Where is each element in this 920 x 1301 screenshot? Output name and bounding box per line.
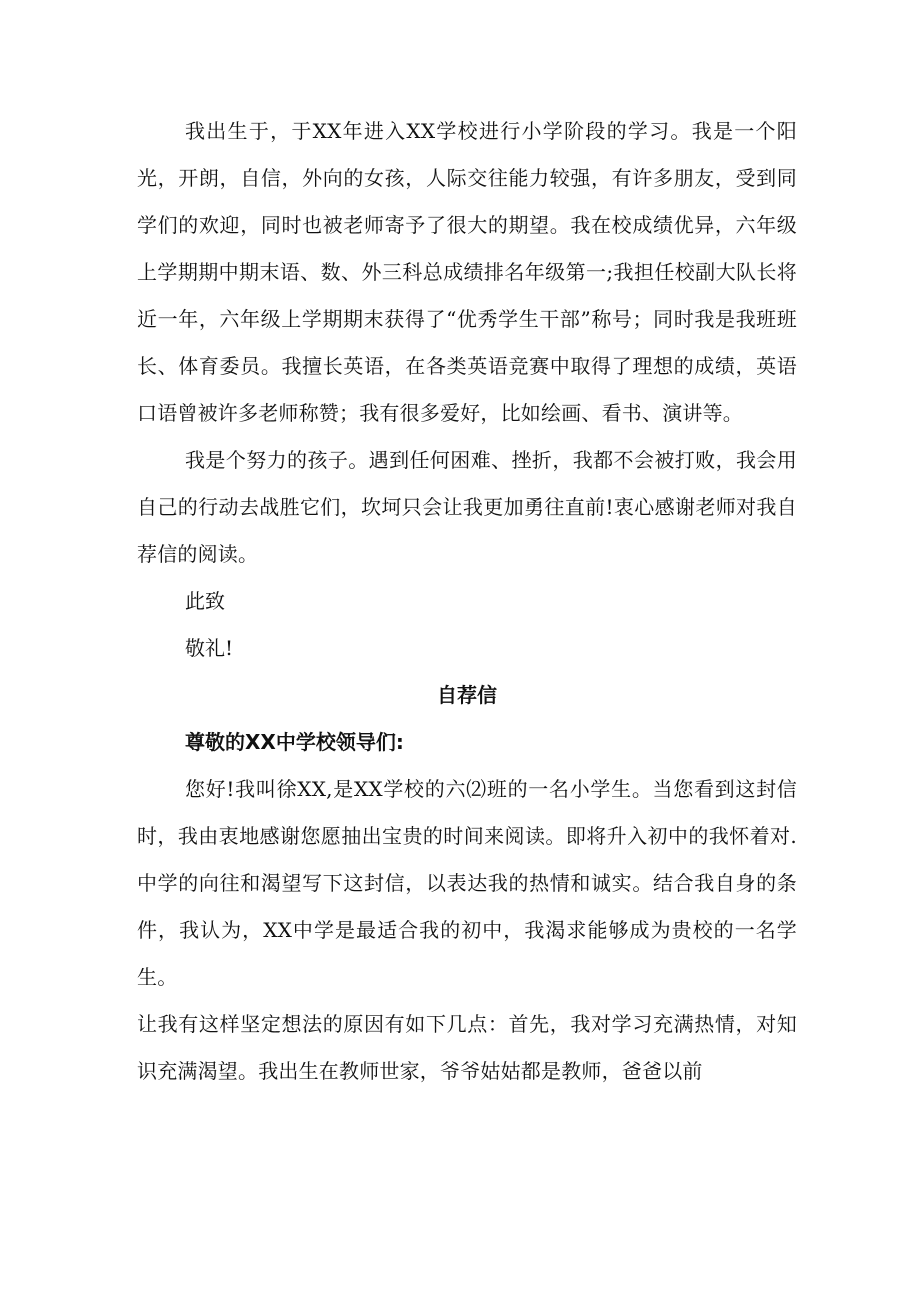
letter-salutation: 尊敬的XX中学校领导们: [185, 730, 404, 754]
letter-title: 自荐信 [437, 683, 497, 707]
closing-jingli: 敬礼! [185, 636, 234, 660]
document-body [137, 108, 797, 1095]
paragraph-greeting: 您好!我叫徐XX,是XX学校的六⑵班的一名小学生。当您看到这封信时，我由衷地感谢您愿抽出宝贵的时间来阅读。即将升入初中的我怀着对.中学的向往和渴望写下这封信，以表达我的热情和诚实。结合我自身的条件，我认为，XX中学是最适合我的初中，我渴求能够成为贵校的一名学生。 [137, 777, 797, 989]
paragraph-reasons: 让我有这样坚定想法的原因有如下几点：首先，我对学习充满热情，对知识充满渴望。我出生在教师世家，爷爷姑姑都是教师，爸爸以前 [137, 1012, 797, 1083]
closing-cizhi: 此致 [185, 589, 225, 613]
paragraph-self-introduction: 我出生于，于XX年进入XX学校进行小学阶段的学习。我是一个阳光，开朗，自信，外向的女孩，人际交往能力较强，有许多朋友，受到同学们的欢迎，同时也被老师寄予了很大的期望。我在校成绩优异，六年级上学期期中期末语、数、外三科总成绩排名年级第一;我担任校副大队长将近一年，六年级上学期期末获得了“优秀学生干部”称号；同时我是我班班长、体育委员。我擅长英语，在各类英语竞赛中取得了理想的成绩，英语口语曾被许多老师称赞；我有很多爱好，比如绘画、看书、演讲等。 [137, 119, 797, 425]
paragraph-hardworking: 我是个努力的孩子。遇到任何困难、挫折，我都不会被打败，我会用自己的行动去战胜它们，坎坷只会让我更加勇往直前!衷心感谢老师对我自荐信的阅读。 [137, 448, 797, 566]
